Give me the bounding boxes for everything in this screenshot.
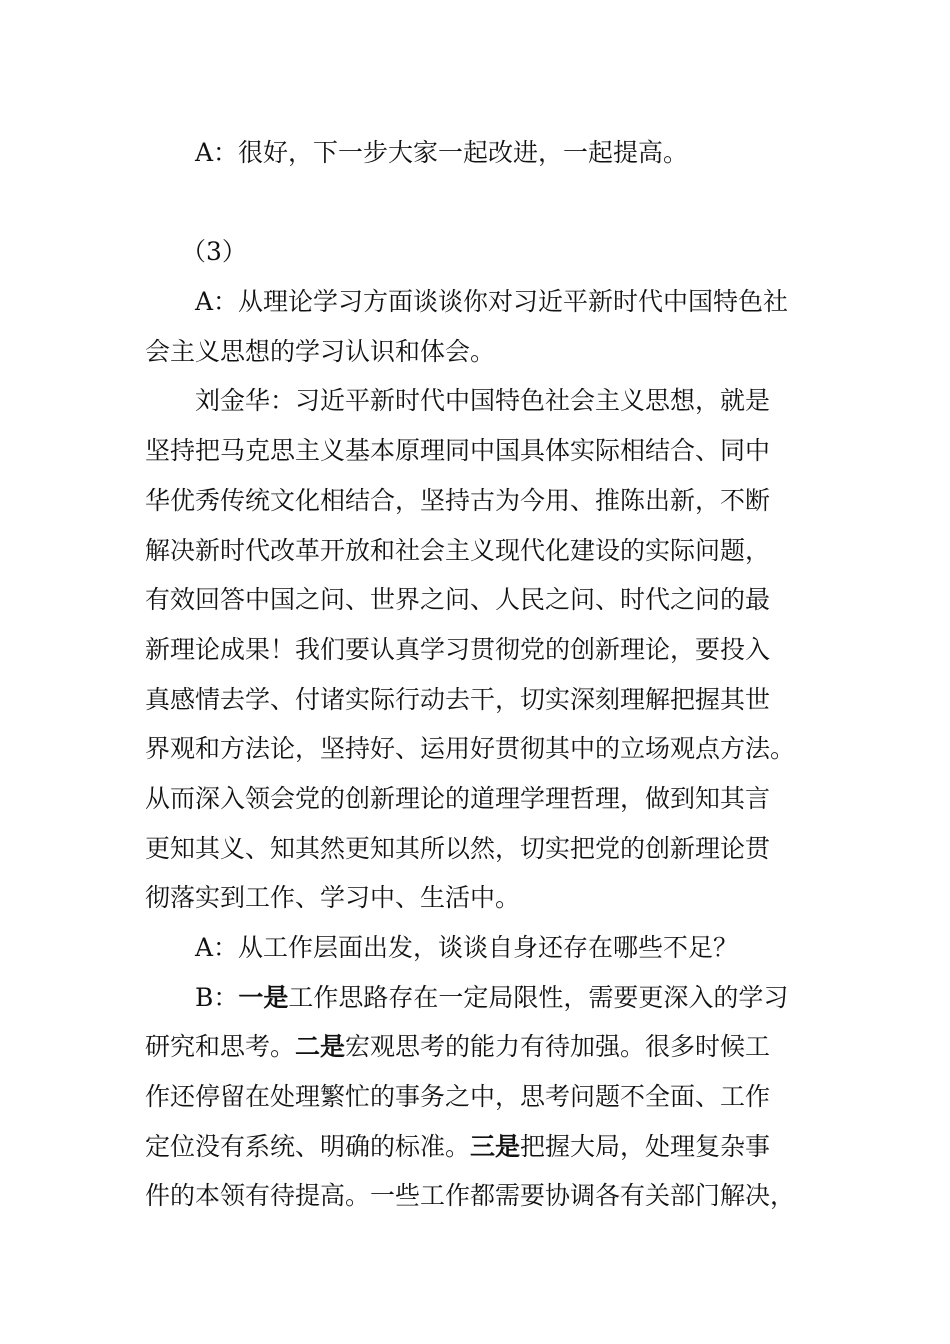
question-line: A：从工作层面出发，谈谈自身还存在哪些不足？ (195, 933, 739, 962)
answer-line: 更知其义、知其然更知其所以然，切实把党的创新理论贯 (145, 833, 771, 863)
blank-line (145, 178, 815, 228)
answer-line: 件的本领有待提高。一些工作都需要协调各有关部门解决， (145, 1181, 796, 1211)
point-marker: 二是 (295, 1032, 346, 1062)
document-page (145, 128, 815, 1221)
answer-line: 作还停留在处理繁忙的事务之中，思考问题不全面、工作 (145, 1082, 771, 1112)
point-marker: 一是 (238, 982, 289, 1012)
answer-line: 从而深入领会党的创新理论的道理学理哲理，做到知其言 (145, 783, 771, 813)
answer-line: 界观和方法论，坚持好、运用好贯彻其中的立场观点方法。 (145, 734, 796, 764)
answer-text: 宏观思考的能力有待加强。很多时候工 (345, 1032, 771, 1062)
answer-line (145, 973, 815, 1023)
answer-line: 华优秀传统文化相结合，坚持古为今用、推陈出新，不断 (145, 485, 771, 515)
answer-line: 刘金华：习近平新时代中国特色社会主义思想，就是 (195, 386, 771, 416)
answer-text: 定位没有系统、明确的标准。 (145, 1131, 471, 1161)
answer-line: 彻落实到工作、学习中、生活中。 (145, 883, 521, 913)
answer-text: 研究和思考。 (145, 1032, 296, 1062)
question-line: 会主义思想的学习认识和体会。 (145, 336, 496, 366)
answer-line (145, 1122, 815, 1172)
section-marker: （3） (181, 237, 247, 267)
answer-line: 新理论成果！我们要认真学习贯彻党的创新理论，要投入 (145, 634, 771, 664)
speaker-label: B： (195, 982, 239, 1012)
answer-line: 有效回答中国之问、世界之问、人民之问、时代之问的最 (145, 585, 771, 615)
answer-line: 坚持把马克思主义基本原理同中国具体实际相结合、同中 (145, 436, 771, 466)
answer-line: 解决新时代改革开放和社会主义现代化建设的实际问题， (145, 535, 771, 565)
question-line: A：从理论学习方面谈谈你对习近平新时代中国特色社 (195, 287, 789, 317)
answer-text: 把握大局，处理复杂事 (520, 1131, 771, 1161)
answer-line (145, 1022, 815, 1072)
paragraph-closing-remark: A：很好，下一步大家一起改进，一起提高。 (195, 138, 689, 167)
point-marker: 三是 (470, 1131, 521, 1161)
answer-line: 真感情去学、付诸实际行动去干，切实深刻理解把握其世 (145, 684, 771, 714)
answer-text: 工作思路存在一定局限性，需要更深入的学习 (288, 982, 789, 1012)
